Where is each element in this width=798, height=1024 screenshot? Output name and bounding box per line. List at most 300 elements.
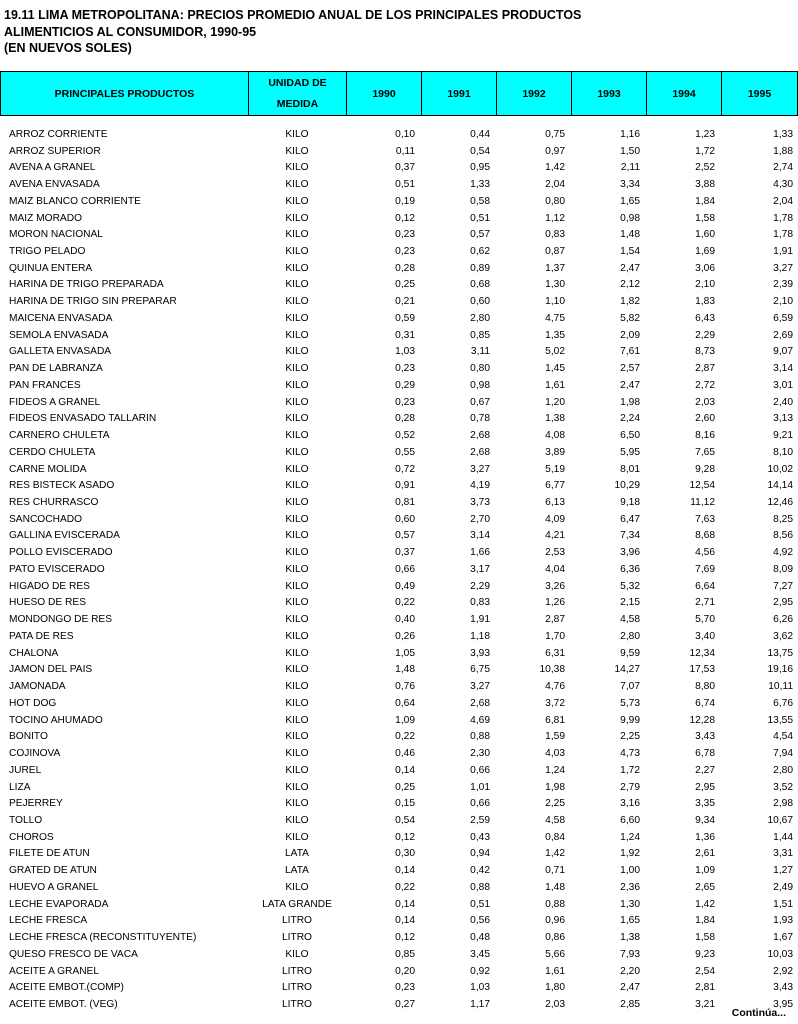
price-1991: 2,59 <box>470 814 490 826</box>
product-name: BONITO <box>9 731 48 743</box>
price-1993: 4,58 <box>620 614 640 626</box>
price-1995: 3,27 <box>773 262 793 274</box>
price-1993: 1,16 <box>620 128 640 140</box>
price-1994: 3,88 <box>695 179 715 191</box>
price-1994: 1,09 <box>695 865 715 877</box>
price-1991: 0,60 <box>470 296 490 308</box>
table-row <box>0 427 797 444</box>
price-1991: 0,57 <box>470 229 490 241</box>
price-1991: 2,68 <box>470 697 490 709</box>
price-1991: 0,48 <box>470 932 490 944</box>
price-1995: 7,27 <box>773 580 793 592</box>
price-1993: 2,20 <box>620 965 640 977</box>
price-1992: 4,08 <box>545 430 565 442</box>
price-1990: 0,31 <box>395 329 415 341</box>
price-1994: 7,69 <box>695 563 715 575</box>
product-name: FILETE DE ATUN <box>9 848 90 860</box>
price-1990: 0,40 <box>395 614 415 626</box>
table-row <box>0 979 797 996</box>
price-1995: 2,80 <box>773 764 793 776</box>
price-1993: 4,73 <box>620 748 640 760</box>
price-1992: 0,84 <box>545 831 565 843</box>
price-1994: 1,69 <box>695 246 715 257</box>
price-1995: 1,44 <box>773 831 793 843</box>
price-1994: 1,84 <box>695 915 715 927</box>
price-1993: 2,36 <box>620 881 640 893</box>
price-1991: 0,66 <box>470 798 490 810</box>
price-1994: 1,60 <box>695 229 715 241</box>
price-1991: 0,78 <box>470 413 490 425</box>
price-1990: 0,21 <box>395 296 415 308</box>
price-1993: 1,72 <box>620 764 640 776</box>
price-1990: 0,12 <box>395 932 415 944</box>
price-1993: 6,50 <box>620 430 640 442</box>
table-row <box>0 595 797 612</box>
table-row <box>0 243 797 260</box>
price-1993: 7,34 <box>620 530 640 542</box>
price-1990: 0,23 <box>395 982 415 994</box>
header-year: 1990 <box>347 72 422 116</box>
unit-of-measure: KILO <box>285 246 309 257</box>
price-1990: 0,23 <box>395 396 415 408</box>
table-row <box>0 126 797 143</box>
price-1991: 0,68 <box>470 279 490 291</box>
price-1992: 6,31 <box>545 647 565 659</box>
product-name: QUESO FRESCO DE VACA <box>9 948 138 960</box>
price-1995: 10,03 <box>767 948 793 960</box>
table-row <box>0 544 797 561</box>
price-1990: 0,14 <box>395 764 415 776</box>
price-1992: 1,61 <box>545 379 565 391</box>
table-row <box>0 310 797 327</box>
product-name: PEJERREY <box>9 798 63 810</box>
price-1992: 3,89 <box>545 446 565 458</box>
price-1994: 2,95 <box>695 781 715 793</box>
price-1993: 2,47 <box>620 262 640 274</box>
unit-of-measure: KILO <box>285 212 309 224</box>
price-1991: 0,58 <box>470 195 490 207</box>
price-1994: 8,80 <box>695 681 715 693</box>
price-1994: 7,65 <box>695 446 715 458</box>
unit-of-measure: LATA GRANDE <box>262 898 332 910</box>
price-1992: 1,42 <box>545 848 565 860</box>
price-1991: 0,85 <box>470 329 490 341</box>
price-1995: 1,33 <box>773 128 793 140</box>
price-1993: 6,60 <box>620 814 640 826</box>
table-row <box>0 210 797 227</box>
table-row <box>0 963 797 980</box>
price-1995: 14,14 <box>767 480 793 492</box>
price-1994: 6,43 <box>695 312 715 324</box>
product-name: MAICENA ENVASADA <box>9 312 113 324</box>
product-name: HARINA DE TRIGO SIN PREPARAR <box>9 296 177 308</box>
unit-of-measure: LITRO <box>281 999 312 1011</box>
product-name: HOT DOG <box>9 697 57 709</box>
header-year: 1993 <box>572 72 647 116</box>
unit-of-measure: KILO <box>285 413 309 425</box>
price-1995: 6,59 <box>773 312 793 324</box>
product-name: ARROZ CORRIENTE <box>9 128 108 140</box>
unit-of-measure: KILO <box>285 446 309 458</box>
price-1991: 4,69 <box>470 714 490 726</box>
unit-of-measure: KILO <box>285 229 309 241</box>
price-1994: 1,72 <box>695 145 715 157</box>
price-1995: 8,25 <box>773 513 793 525</box>
unit-of-measure: KILO <box>285 530 309 542</box>
price-1990: 0,11 <box>395 145 415 157</box>
price-1991: 0,51 <box>470 212 490 224</box>
price-1991: 0,54 <box>470 145 490 157</box>
price-1993: 2,85 <box>620 999 640 1011</box>
price-1990: 0,23 <box>395 246 415 257</box>
product-name: CARNERO CHULETA <box>9 430 110 442</box>
price-1992: 1,10 <box>545 296 565 308</box>
price-1991: 3,93 <box>470 647 490 659</box>
price-1993: 5,73 <box>620 697 640 709</box>
title-line-3: (EN NUEVOS SOLES) <box>4 41 132 55</box>
product-name: SEMOLA ENVASADA <box>9 329 109 341</box>
price-1994: 2,71 <box>695 597 715 609</box>
price-1994: 1,84 <box>695 195 715 207</box>
product-name: ACEITE A GRANEL <box>9 965 100 977</box>
price-1991: 1,03 <box>470 982 490 994</box>
price-1994: 6,64 <box>695 580 715 592</box>
price-1995: 2,04 <box>773 195 793 207</box>
price-1993: 2,12 <box>620 279 640 291</box>
price-1990: 0,25 <box>395 781 415 793</box>
price-1994: 2,65 <box>695 881 715 893</box>
price-1991: 3,14 <box>470 530 490 542</box>
product-name: FIDEOS ENVASADO TALLARIN <box>9 413 157 425</box>
price-1991: 0,88 <box>470 731 490 743</box>
product-name: PATA DE RES <box>9 630 74 642</box>
product-name: HUESO DE RES <box>9 597 86 609</box>
price-1995: 3,62 <box>773 630 793 642</box>
price-1993: 1,82 <box>620 296 640 308</box>
price-1995: 1,27 <box>773 865 793 877</box>
product-name: MAIZ MORADO <box>9 212 83 224</box>
price-1994: 12,28 <box>689 714 715 726</box>
price-1993: 9,18 <box>620 497 640 509</box>
price-1995: 10,67 <box>767 814 793 826</box>
price-1995: 8,09 <box>773 563 793 575</box>
price-1994: 3,21 <box>695 999 715 1011</box>
price-1991: 0,62 <box>470 246 490 257</box>
price-1990: 0,26 <box>395 630 415 642</box>
price-1995: 7,94 <box>773 748 793 760</box>
product-name: JAMONADA <box>9 681 66 693</box>
price-1995: 19,16 <box>767 664 793 676</box>
table-row <box>0 913 797 930</box>
price-1994: 2,81 <box>695 982 715 994</box>
table-row <box>0 996 797 1013</box>
price-1994: 2,61 <box>695 848 715 860</box>
price-1990: 0,14 <box>395 898 415 910</box>
price-1990: 0,60 <box>395 513 415 525</box>
price-1995: 6,76 <box>773 697 793 709</box>
price-1994: 9,34 <box>695 814 715 826</box>
unit-of-measure: KILO <box>285 814 309 826</box>
product-name: LECHE FRESCA (RECONSTITUYENTE) <box>9 932 197 944</box>
price-1994: 1,42 <box>695 898 715 910</box>
table-row <box>0 728 797 745</box>
price-1990: 0,76 <box>395 681 415 693</box>
unit-of-measure: KILO <box>285 513 309 525</box>
price-1992: 0,88 <box>545 898 565 910</box>
price-1991: 1,17 <box>470 999 490 1011</box>
price-1991: 0,94 <box>470 848 490 860</box>
table-row <box>0 829 797 846</box>
price-1995: 3,52 <box>773 781 793 793</box>
price-1995: 9,07 <box>773 346 793 358</box>
price-1992: 1,20 <box>545 396 565 408</box>
price-1993: 0,98 <box>620 212 640 224</box>
price-1993: 1,50 <box>620 145 640 157</box>
price-1993: 2,47 <box>620 379 640 391</box>
price-1994: 9,23 <box>695 948 715 960</box>
price-1994: 2,10 <box>695 279 715 291</box>
price-1993: 2,79 <box>620 781 640 793</box>
product-name: GALLETA ENVASADA <box>9 346 112 358</box>
price-1994: 2,54 <box>695 965 715 977</box>
price-1995: 9,21 <box>773 430 793 442</box>
table-row <box>0 779 797 796</box>
title-line-2: ALIMENTICIOS AL CONSUMIDOR, 1990-95 <box>4 24 257 39</box>
price-1990: 0,23 <box>395 229 415 241</box>
product-name: PATO EVISCERADO <box>9 563 105 575</box>
unit-of-measure: KILO <box>285 948 309 960</box>
price-1991: 1,01 <box>470 781 490 793</box>
price-1995: 1,78 <box>773 212 793 224</box>
price-1994: 11,12 <box>690 497 715 509</box>
price-1992: 4,03 <box>545 748 565 760</box>
price-1991: 3,17 <box>470 563 490 575</box>
table-row <box>0 695 797 712</box>
table-row <box>0 226 797 243</box>
price-1993: 9,59 <box>620 647 640 659</box>
table-row <box>0 159 797 176</box>
product-name: TOCINO AHUMADO <box>9 714 103 726</box>
price-1992: 0,86 <box>545 932 565 944</box>
table-row <box>0 762 797 779</box>
price-1991: 2,80 <box>470 312 490 324</box>
unit-of-measure: KILO <box>285 396 309 408</box>
price-1992: 6,81 <box>545 714 565 726</box>
price-1991: 0,89 <box>470 262 490 274</box>
table-row <box>0 946 797 963</box>
table-row <box>0 578 797 595</box>
price-1990: 0,85 <box>395 948 415 960</box>
price-1995: 13,55 <box>767 714 793 726</box>
price-1990: 0,12 <box>395 831 415 843</box>
unit-of-measure: LATA <box>285 848 309 860</box>
price-1992: 3,72 <box>545 697 565 709</box>
product-name: LECHE FRESCA <box>9 915 88 927</box>
table-row <box>0 477 797 494</box>
unit-of-measure: KILO <box>285 430 309 442</box>
price-1995: 3,01 <box>773 379 793 391</box>
table-row <box>0 176 797 193</box>
price-1991: 0,83 <box>470 597 490 609</box>
price-1990: 0,29 <box>395 379 415 391</box>
continued-note: Continúa... <box>731 1007 786 1019</box>
price-1990: 0,55 <box>395 446 415 458</box>
price-1991: 0,44 <box>470 128 490 140</box>
table-row <box>0 494 797 511</box>
price-1994: 3,06 <box>695 262 715 274</box>
price-1991: 0,51 <box>470 898 490 910</box>
price-1992: 1,98 <box>545 781 565 793</box>
product-name: GALLINA EVISCERADA <box>9 530 120 542</box>
unit-of-measure: LATA <box>285 865 309 877</box>
unit-of-measure: KILO <box>285 748 309 760</box>
price-1993: 1,00 <box>620 865 640 877</box>
product-name: JUREL <box>9 764 42 776</box>
price-1994: 2,29 <box>695 329 715 341</box>
table-row <box>0 327 797 344</box>
price-1993: 2,11 <box>620 162 640 174</box>
unit-of-measure: KILO <box>285 379 309 391</box>
unit-of-measure: KILO <box>285 781 309 793</box>
unit-of-measure: KILO <box>285 681 309 693</box>
price-1990: 0,91 <box>395 480 415 492</box>
price-1994: 3,35 <box>695 798 715 810</box>
price-1990: 0,59 <box>395 312 415 324</box>
price-1994: 12,34 <box>689 647 715 659</box>
price-1991: 4,19 <box>470 480 490 492</box>
price-1995: 10,11 <box>768 681 793 693</box>
unit-of-measure: LITRO <box>281 932 312 944</box>
price-1995: 4,30 <box>773 179 793 191</box>
unit-of-measure: KILO <box>285 296 309 308</box>
price-1994: 3,40 <box>695 630 715 642</box>
price-1990: 0,14 <box>395 915 415 927</box>
table-row <box>0 193 797 210</box>
price-1991: 3,27 <box>470 463 490 475</box>
price-1990: 0,66 <box>395 563 415 575</box>
price-1990: 0,57 <box>395 530 415 542</box>
price-1992: 0,87 <box>545 246 565 257</box>
price-1993: 3,34 <box>620 179 640 191</box>
price-1995: 8,56 <box>773 530 793 542</box>
price-1993: 1,54 <box>620 246 640 257</box>
price-1990: 0,22 <box>395 597 415 609</box>
price-1990: 0,81 <box>395 497 415 509</box>
unit-of-measure: KILO <box>285 195 309 207</box>
table-row <box>0 344 797 361</box>
price-1991: 0,98 <box>470 379 490 391</box>
price-1992: 10,38 <box>539 664 565 676</box>
product-name: QUINUA ENTERA <box>9 262 93 274</box>
price-1991: 0,95 <box>470 162 490 174</box>
price-1995: 2,74 <box>773 162 793 174</box>
price-1990: 0,54 <box>395 814 415 826</box>
price-1990: 0,19 <box>395 195 415 207</box>
table-row <box>0 662 797 679</box>
price-1995: 3,43 <box>773 982 793 994</box>
table-row <box>0 712 797 729</box>
header-year: 1992 <box>497 72 572 116</box>
unit-of-measure: KILO <box>285 547 309 559</box>
unit-of-measure: KILO <box>285 179 309 191</box>
unit-of-measure: KILO <box>285 647 309 659</box>
price-1992: 2,03 <box>545 999 565 1011</box>
price-1992: 5,66 <box>545 948 565 960</box>
unit-of-measure: KILO <box>285 497 309 509</box>
price-1990: 0,22 <box>395 731 415 743</box>
product-name: MONDONGO DE RES <box>9 614 113 626</box>
price-1991: 1,18 <box>470 630 490 642</box>
product-name: FIDEOS A GRANEL <box>9 396 101 408</box>
unit-of-measure: LITRO <box>281 982 312 994</box>
product-name: HARINA DE TRIGO PREPARADA <box>9 279 164 291</box>
price-1994: 2,03 <box>695 396 715 408</box>
price-1994: 1,58 <box>695 932 715 944</box>
price-1993: 7,93 <box>620 948 640 960</box>
price-1992: 1,38 <box>545 413 565 425</box>
price-1995: 1,78 <box>773 229 793 241</box>
price-1995: 13,75 <box>767 647 793 659</box>
unit-of-measure: KILO <box>285 329 309 341</box>
price-1990: 1,03 <box>395 346 415 358</box>
price-1991: 0,92 <box>470 965 490 977</box>
price-1994: 1,36 <box>695 831 715 843</box>
price-1991: 6,75 <box>470 664 490 676</box>
table-row <box>0 444 797 461</box>
price-1990: 0,49 <box>395 580 415 592</box>
product-name: LECHE EVAPORADA <box>9 898 109 910</box>
table-row <box>0 678 797 695</box>
price-1990: 0,37 <box>395 162 415 174</box>
table-row <box>0 645 797 662</box>
price-1990: 0,28 <box>395 262 415 274</box>
price-1992: 4,21 <box>545 530 565 542</box>
product-name: POLLO EVISCERADO <box>9 547 113 559</box>
product-name: ACEITE EMBOT.(COMP) <box>9 982 124 994</box>
price-1992: 2,53 <box>545 547 565 559</box>
price-1994: 2,72 <box>695 379 715 391</box>
price-1994: 1,58 <box>695 212 715 224</box>
price-1992: 5,19 <box>545 463 565 475</box>
price-1991: 2,30 <box>470 748 490 760</box>
price-1993: 5,82 <box>620 312 640 324</box>
price-1994: 17,53 <box>689 664 715 676</box>
price-1993: 2,25 <box>620 731 640 743</box>
unit-of-measure: KILO <box>285 145 309 157</box>
table-row <box>0 862 797 879</box>
price-1992: 2,04 <box>545 179 565 191</box>
price-1992: 4,58 <box>545 814 565 826</box>
price-1993: 2,47 <box>620 982 640 994</box>
unit-of-measure: KILO <box>285 831 309 843</box>
price-1994: 7,63 <box>695 513 715 525</box>
price-1990: 0,15 <box>395 798 415 810</box>
price-1990: 1,09 <box>395 714 415 726</box>
price-1993: 2,24 <box>620 413 640 425</box>
price-1992: 4,75 <box>545 312 565 324</box>
price-1991: 3,73 <box>470 497 490 509</box>
title-line-1: 19.11 LIMA METROPOLITANA: PRECIOS PROMEDIO ANUAL DE LOS PRINCIPALES PRODUCTOS <box>4 8 582 22</box>
price-1995: 2,39 <box>773 279 793 291</box>
price-1991: 3,27 <box>470 681 490 693</box>
price-1992: 0,97 <box>545 145 565 157</box>
product-name: CHOROS <box>9 831 54 843</box>
price-1995: 2,10 <box>773 296 793 308</box>
price-1990: 0,20 <box>395 965 415 977</box>
price-table <box>0 126 797 1013</box>
price-1990: 0,52 <box>395 430 415 442</box>
table-row <box>0 795 797 812</box>
